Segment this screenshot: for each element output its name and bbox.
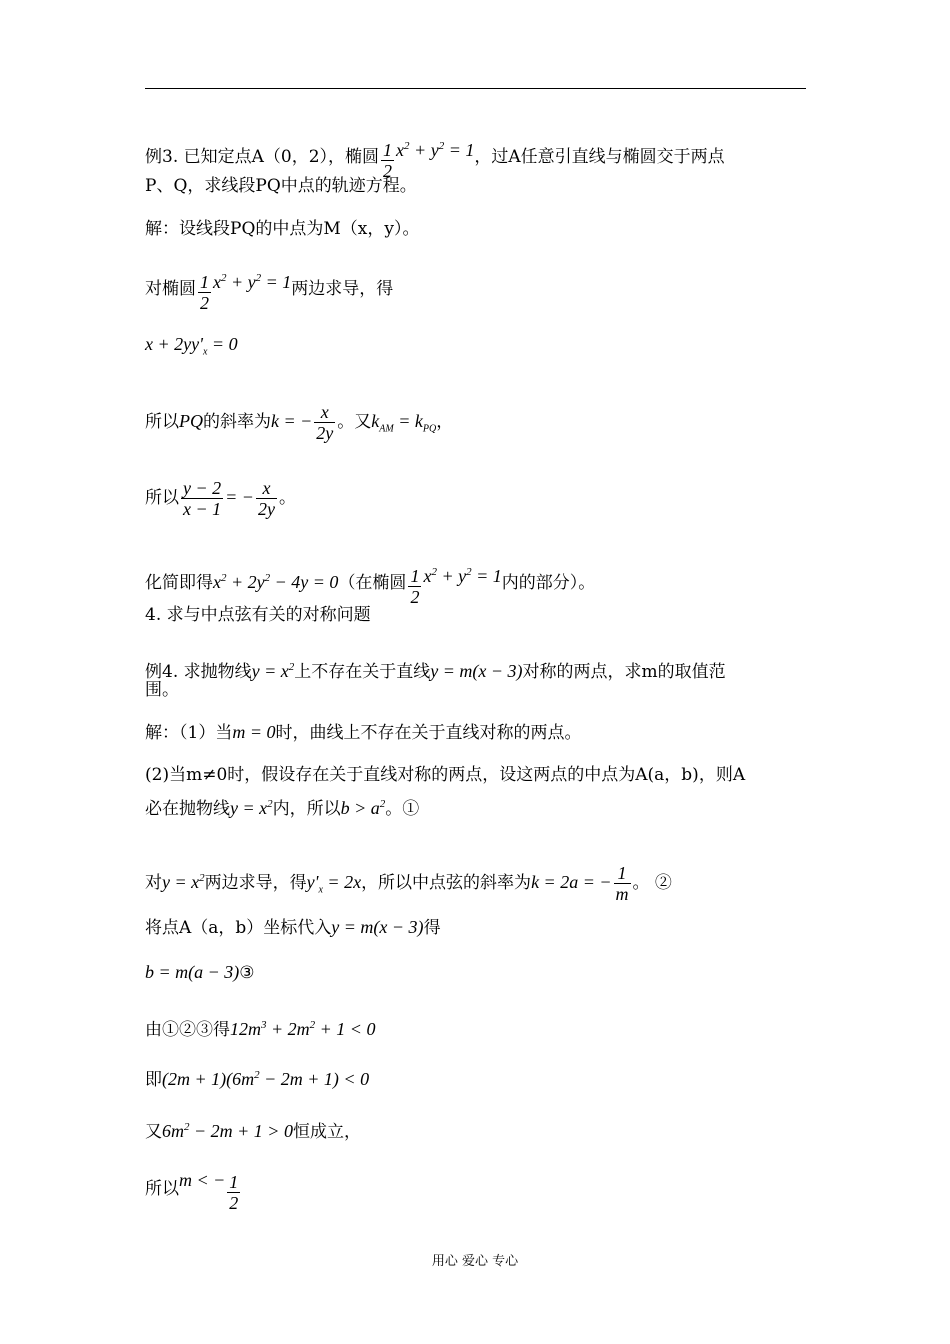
example-4-line-1: 例4. 求抛物线$y = x^2$上不存在关于直线y = m(x − 3)对称的两点，求m的取值范 bbox=[145, 661, 726, 682]
positive-factor-line: 又$6m^2 - 2m + 1 > 0$恒成立， bbox=[145, 1121, 361, 1142]
example-3-line-1: 例3. 已知定点A（0，2），椭圆 $\frac{1}{2}$ $x^2 + y^2 = 1$，过A任意引直线与椭圆交于两点 bbox=[145, 140, 725, 181]
ellipse-equation: $x^2 + y^2 = 1$ bbox=[396, 140, 475, 160]
example-3-line-2: P、Q，求线段PQ中点的轨迹方程。 bbox=[145, 176, 417, 196]
result-line: 所以m < − $\frac{1}{2}$ bbox=[145, 1170, 239, 1213]
section-4-heading: 4. 求与中点弦有关的对称问题 bbox=[145, 605, 371, 625]
simplified-line: 化简即得$x^2 + 2y^2 - 4y = 0$（在椭圆 $\frac{1}{2}$ $x^2 + y^2 = 1$内的部分）。 bbox=[145, 566, 596, 607]
slope-line: 所以PQ的斜率为k = − $\frac{x}{2y}$ 。又$k_{AM} = k_{PQ}$， bbox=[145, 402, 454, 443]
ratio-line: 所以 $\frac{y - 2}{x - 1}$ = − $\frac{x}{2y}$ 。 bbox=[145, 478, 296, 519]
substitute-line: 将点A（a，b）坐标代入y = m(x − 3)得 bbox=[145, 917, 441, 938]
example-4-line-2: 围。 bbox=[145, 680, 179, 700]
solution-case-2: (2)当m≠0时，假设存在关于直线对称的两点，设这两点的中点为A(a，b)，则A bbox=[145, 765, 746, 785]
midpoint-slope-line: 对$y = x^2$两边求导，得$y'_x = 2x$，所以中点弦的斜率为k = 2a = − $\frac{1}{m}$ 。 ② bbox=[145, 863, 672, 904]
derivative-equation: $x + 2yy'_x = 0$ bbox=[145, 334, 238, 358]
factored-inequality-line: 即$(2m + 1)(6m^2 - 2m + 1) < 0$ bbox=[145, 1069, 370, 1090]
example-3-derivative-line: 对椭圆 $\frac{1}{2}$ $x^2 + y^2 = 1$两边求导，得 bbox=[145, 272, 394, 313]
header-rule bbox=[145, 88, 806, 89]
combined-inequality-line: 由①②③得$12m^3 + 2m^2 + 1 < 0$ bbox=[145, 1019, 376, 1040]
page-footer: 用心 爱心 专心 bbox=[431, 1254, 519, 1269]
solution-case-1: 解：（1）当m = 0时，曲线上不存在关于直线对称的两点。 bbox=[145, 722, 582, 743]
example-3-solution: 解：设线段PQ的中点为M（x，y）。 bbox=[145, 219, 420, 239]
equation-3-line: b = m(a − 3)③ bbox=[145, 962, 255, 983]
solution-case-2-cont: 必在抛物线$y = x^2$内，所以$b > a^2$。① bbox=[145, 798, 420, 819]
ellipse-fraction: $\frac{1}{2}$ bbox=[383, 140, 393, 181]
